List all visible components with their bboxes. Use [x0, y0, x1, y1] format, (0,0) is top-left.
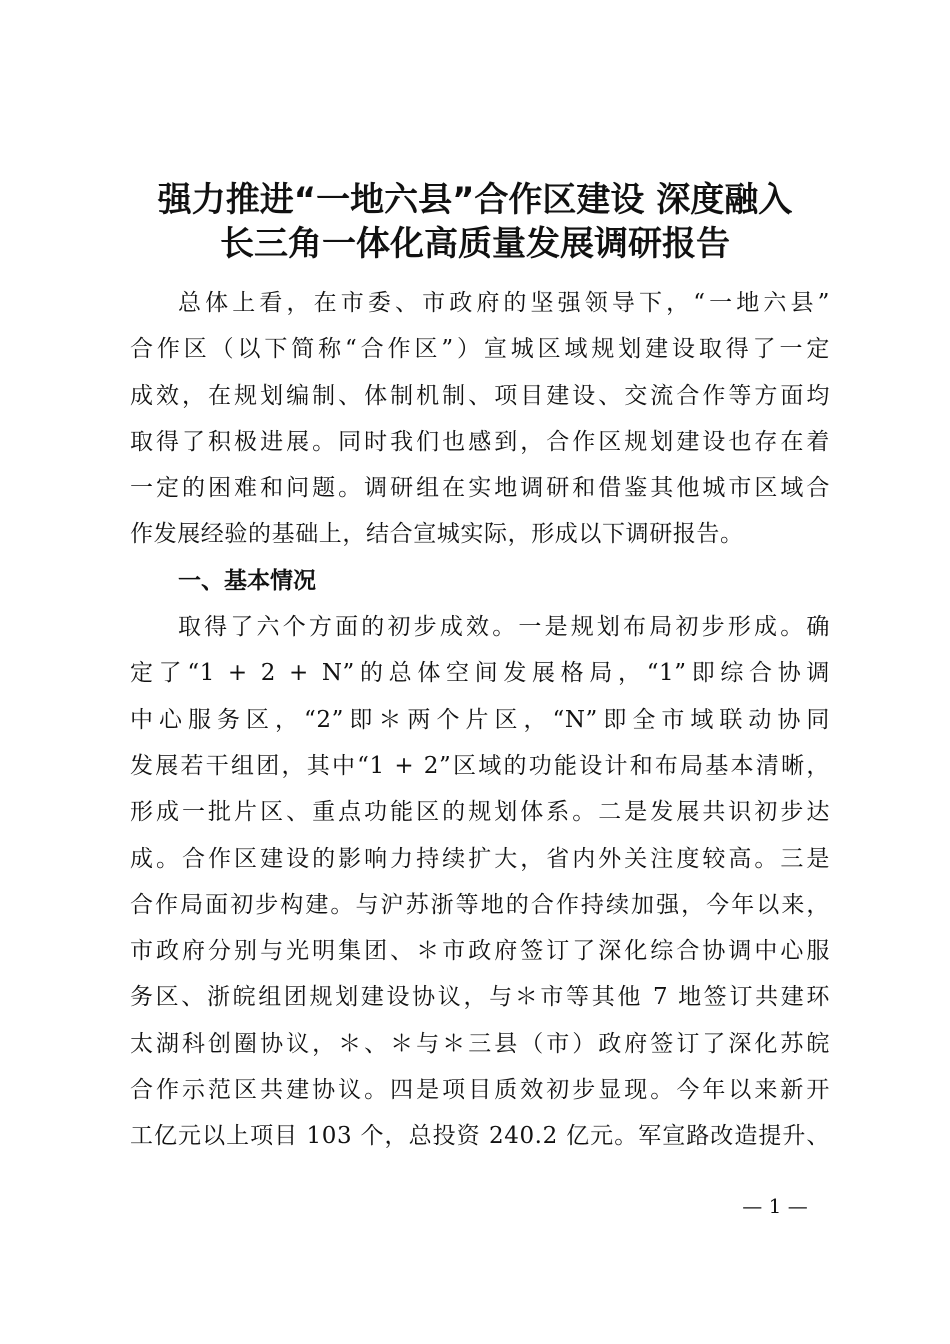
paragraph-2-line: 发展若干组团，其中“1 + 2”区域的功能设计和布局基本清晰， [130, 752, 830, 779]
paragraph-2-line: 合作示范区共建协议。四是项目质效初步显现。今年以来新开 [130, 1077, 830, 1104]
paragraph-2-line: 定了“1 + 2 + N”的总体空间发展格局，“1”即综合协调 [130, 660, 830, 687]
paragraph-2-line: 务区、浙皖组团规划建设协议，与＊市等其他 7 地签订共建环 [130, 984, 830, 1011]
paragraph-2-line: 成。合作区建设的影响力持续扩大，省内外关注度较高。三是 [130, 845, 830, 872]
paragraph-1-line: 一定的困难和问题。调研组在实地调研和借鉴其他城市区域合 [130, 475, 830, 502]
document-title-line-1: 强力推进“一地六县”合作区建设 深度融入 [157, 180, 793, 220]
paragraph-2-line: 工亿元以上项目 103 个，总投资 240.2 亿元。军宣路改造提升、 [130, 1123, 830, 1150]
paragraph-2-line: 取得了六个方面的初步成效。一是规划布局初步形成。确 [178, 614, 830, 641]
paragraph-1-line: 合作区（以下简称“合作区”）宣城区域规划建设取得了一定 [130, 336, 830, 363]
paragraph-1-line: 作发展经验的基础上，结合宣城实际，形成以下调研报告。 [130, 521, 744, 548]
paragraph-2-line: 合作局面初步构建。与沪苏浙等地的合作持续加强，今年以来， [130, 891, 830, 918]
document-title-line-2: 长三角一体化高质量发展调研报告 [220, 224, 730, 264]
paragraph-2-line: 中心服务区，“2”即＊两个片区，“N”即全市域联动协同 [130, 706, 830, 733]
paragraph-2-line: 太湖科创圈协议，＊、＊与＊三县（市）政府签订了深化苏皖 [130, 1030, 830, 1057]
paragraph-1-line: 成效，在规划编制、体制机制、项目建设、交流合作等方面均 [130, 382, 830, 409]
paragraph-2-line: 市政府分别与光明集团、＊市政府签订了深化综合协调中心服 [130, 938, 830, 965]
paragraph-1-line: 取得了积极进展。同时我们也感到，合作区规划建设也存在着 [130, 428, 830, 455]
document-body [130, 280, 830, 1160]
paragraph-2-line: 形成一批片区、重点功能区的规划体系。二是发展共识初步达 [130, 799, 830, 826]
page-number: — 1 — [742, 1194, 808, 1218]
paragraph-1-line: 总体上看，在市委、市政府的坚强领导下，“一地六县” [178, 290, 830, 316]
section-heading: 一、基本情况 [178, 567, 316, 594]
